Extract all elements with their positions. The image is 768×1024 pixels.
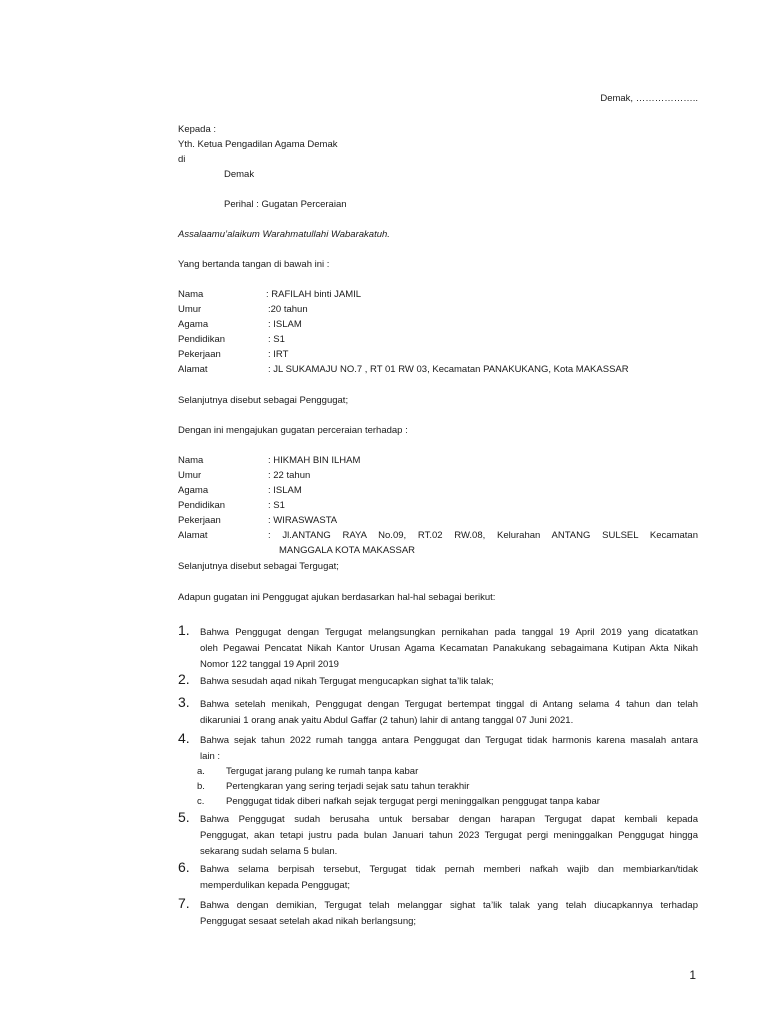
- plaintiff-field-occupation: [178, 349, 698, 364]
- field-label: Nama: [178, 455, 204, 466]
- sub-item-text: Tergugat jarang pulang ke rumah tanpa kabar: [226, 766, 419, 777]
- defendant-field-occupation: [178, 515, 698, 530]
- subject-line: Perihal : Gugatan Perceraian: [224, 199, 347, 210]
- field-value: : ISLAM: [268, 319, 302, 330]
- addressee-city: Demak: [224, 169, 255, 180]
- item-line: Penggugat sesaat setelah akad nikah berlangsung;: [200, 916, 417, 927]
- field-value: : IRT: [268, 349, 289, 360]
- field-label: Agama: [178, 319, 209, 330]
- filing-text: Dengan ini mengajukan gugatan perceraian terhadap :: [178, 425, 408, 436]
- item-line: Bahwa setelah menikah, Penggugat dengan Tergugat bertempat tinggal di Antang selama 4 tahun dan telah: [200, 699, 698, 710]
- item-text: Bahwa sesudah aqad nikah Tergugat mengucapkan sighat ta’lik talak;: [200, 676, 494, 687]
- sub-item-text: Pertengkaran yang sering terjadi sejak satu tahun terakhir: [226, 781, 470, 792]
- field-value: : S1: [268, 334, 285, 345]
- list-item-4: [178, 730, 698, 765]
- sub-item-letter: b.: [197, 781, 205, 792]
- item-number: 1.: [178, 622, 190, 638]
- intro-text: Yang bertanda tangan di bawah ini :: [178, 259, 330, 270]
- field-value: : RAFILAH binti JAMIL: [266, 289, 362, 300]
- page-number: 1: [689, 968, 696, 982]
- addressee-line: Yth. Ketua Pengadilan Agama Demak: [178, 139, 338, 150]
- list-item-7: [178, 895, 698, 930]
- field-label: Nama: [178, 289, 204, 300]
- item-text: [200, 862, 698, 894]
- item-line: oleh Pegawai Pencatat Nikah Kantor Urusan Agama Kecamatan Panakukang sebagaimana Kutipan Akta Nikah: [200, 643, 698, 654]
- item-text: [200, 733, 698, 765]
- field-label: Umur: [178, 304, 202, 315]
- item-line: lain :: [200, 751, 221, 762]
- item-line: Bahwa sejak tahun 2022 rumah tangga antara Penggugat dan Tergugat tidak harmonis karena masalah antara: [200, 735, 698, 746]
- item-line: Bahwa Penggugat dengan Tergugat melangsungkan pernikahan pada tanggal 19 April 2019 yang dicatatkan: [200, 627, 698, 638]
- list-item-6: [178, 859, 698, 894]
- field-value: : Jl.ANTANG RAYA No.09, RT.02 RW.08, Kelurahan ANTANG SULSEL Kecamatan: [268, 530, 698, 541]
- plaintiff-field-religion: [178, 319, 698, 334]
- defendant-field-age: [178, 470, 698, 485]
- grounds-intro: Adapun gugatan ini Penggugat ajukan berdasarkan hal-hal sebagai berikut:: [178, 592, 496, 603]
- field-label: Pekerjaan: [178, 349, 221, 360]
- defendant-closing: Selanjutnya disebut sebagai Tergugat;: [178, 561, 339, 572]
- plaintiff-field-name: [178, 289, 698, 304]
- list-item-5: [178, 809, 698, 860]
- greeting: Assalaamu’alaikum Warahmatullahi Wabarakatuh.: [178, 229, 390, 240]
- item-line: Bahwa dengan demikian, Tergugat telah melanggar sighat ta’lik talak yang telah diucapkannya terhadap: [200, 900, 698, 911]
- item-number: 2.: [178, 671, 190, 687]
- item-line: Bahwa selama berpisah tersebut, Tergugat tidak pernah memberi nafkah wajib dan membiarkan/tidak: [200, 864, 698, 875]
- field-value: : S1: [268, 500, 285, 511]
- item-line: Bahwa Penggugat sudah berusaha untuk bersabar dengan harapan Tergugat dapat kembali kepada: [200, 814, 698, 825]
- plaintiff-field-education: [178, 334, 698, 349]
- field-value-cont: MANGGALA KOTA MAKASSAR: [279, 545, 416, 556]
- field-label: Alamat: [178, 530, 208, 541]
- item-text: [200, 812, 698, 860]
- item-text: [200, 898, 698, 930]
- field-label: Pendidikan: [178, 500, 226, 511]
- field-label: Umur: [178, 470, 202, 481]
- list-item-3: [178, 694, 698, 729]
- field-value: : HIKMAH BIN ILHAM: [268, 455, 361, 466]
- item-number: 7.: [178, 895, 190, 911]
- defendant-field-religion: [178, 485, 698, 500]
- place-date: Demak, ………………..: [600, 93, 698, 104]
- list-item-1: [178, 622, 698, 673]
- item-line: memperdulikan kepada Penggugat;: [200, 880, 350, 891]
- plaintiff-field-age: [178, 304, 698, 319]
- plaintiff-field-address: [178, 364, 698, 379]
- item-line: sekarang sudah selama 5 bulan.: [200, 846, 338, 857]
- defendant-field-education: [178, 500, 698, 515]
- sub-item-text: Penggugat tidak diberi nafkah sejak tergugat pergi meninggalkan penggugat tanpa kabar: [226, 796, 600, 807]
- item-line: Nomor 122 tanggal 19 April 2019: [200, 659, 339, 670]
- sub-item-letter: a.: [197, 766, 205, 777]
- field-value: : JL SUKAMAJU NO.7 , RT 01 RW 03, Kecamatan PANAKUKANG, Kota MAKASSAR: [268, 364, 629, 375]
- plaintiff-closing: Selanjutnya disebut sebagai Penggugat;: [178, 395, 349, 406]
- field-value: : 22 tahun: [268, 470, 311, 481]
- list-item-2: [178, 671, 698, 690]
- to-label: Kepada :: [178, 124, 217, 135]
- field-value: : ISLAM: [268, 485, 302, 496]
- sub-item-letter: c.: [197, 796, 205, 807]
- field-label: Pekerjaan: [178, 515, 221, 526]
- item-number: 5.: [178, 809, 190, 825]
- field-label: Agama: [178, 485, 209, 496]
- field-value: :20 tahun: [268, 304, 308, 315]
- item-line: Penggugat, akan tetapi justru pada bulan Januari tahun 2023 Tergugat pergi meninggalkan Penggugat hingga: [200, 830, 698, 841]
- field-label: Pendidikan: [178, 334, 226, 345]
- defendant-field-name: [178, 455, 698, 470]
- field-label: Alamat: [178, 364, 208, 375]
- item-number: 6.: [178, 859, 190, 875]
- item-number: 4.: [178, 730, 190, 746]
- item-text: [200, 625, 698, 673]
- addressee-di: di: [178, 154, 186, 165]
- item-number: 3.: [178, 694, 190, 710]
- field-value: : WIRASWASTA: [268, 515, 338, 526]
- defendant-field-address: [178, 530, 698, 560]
- item-text: [200, 697, 698, 729]
- item-line: dikaruniai 1 orang anak yaitu Abdul Gaffar (2 tahun) lahir di antang tanggal 07 Juni 2021.: [200, 715, 574, 726]
